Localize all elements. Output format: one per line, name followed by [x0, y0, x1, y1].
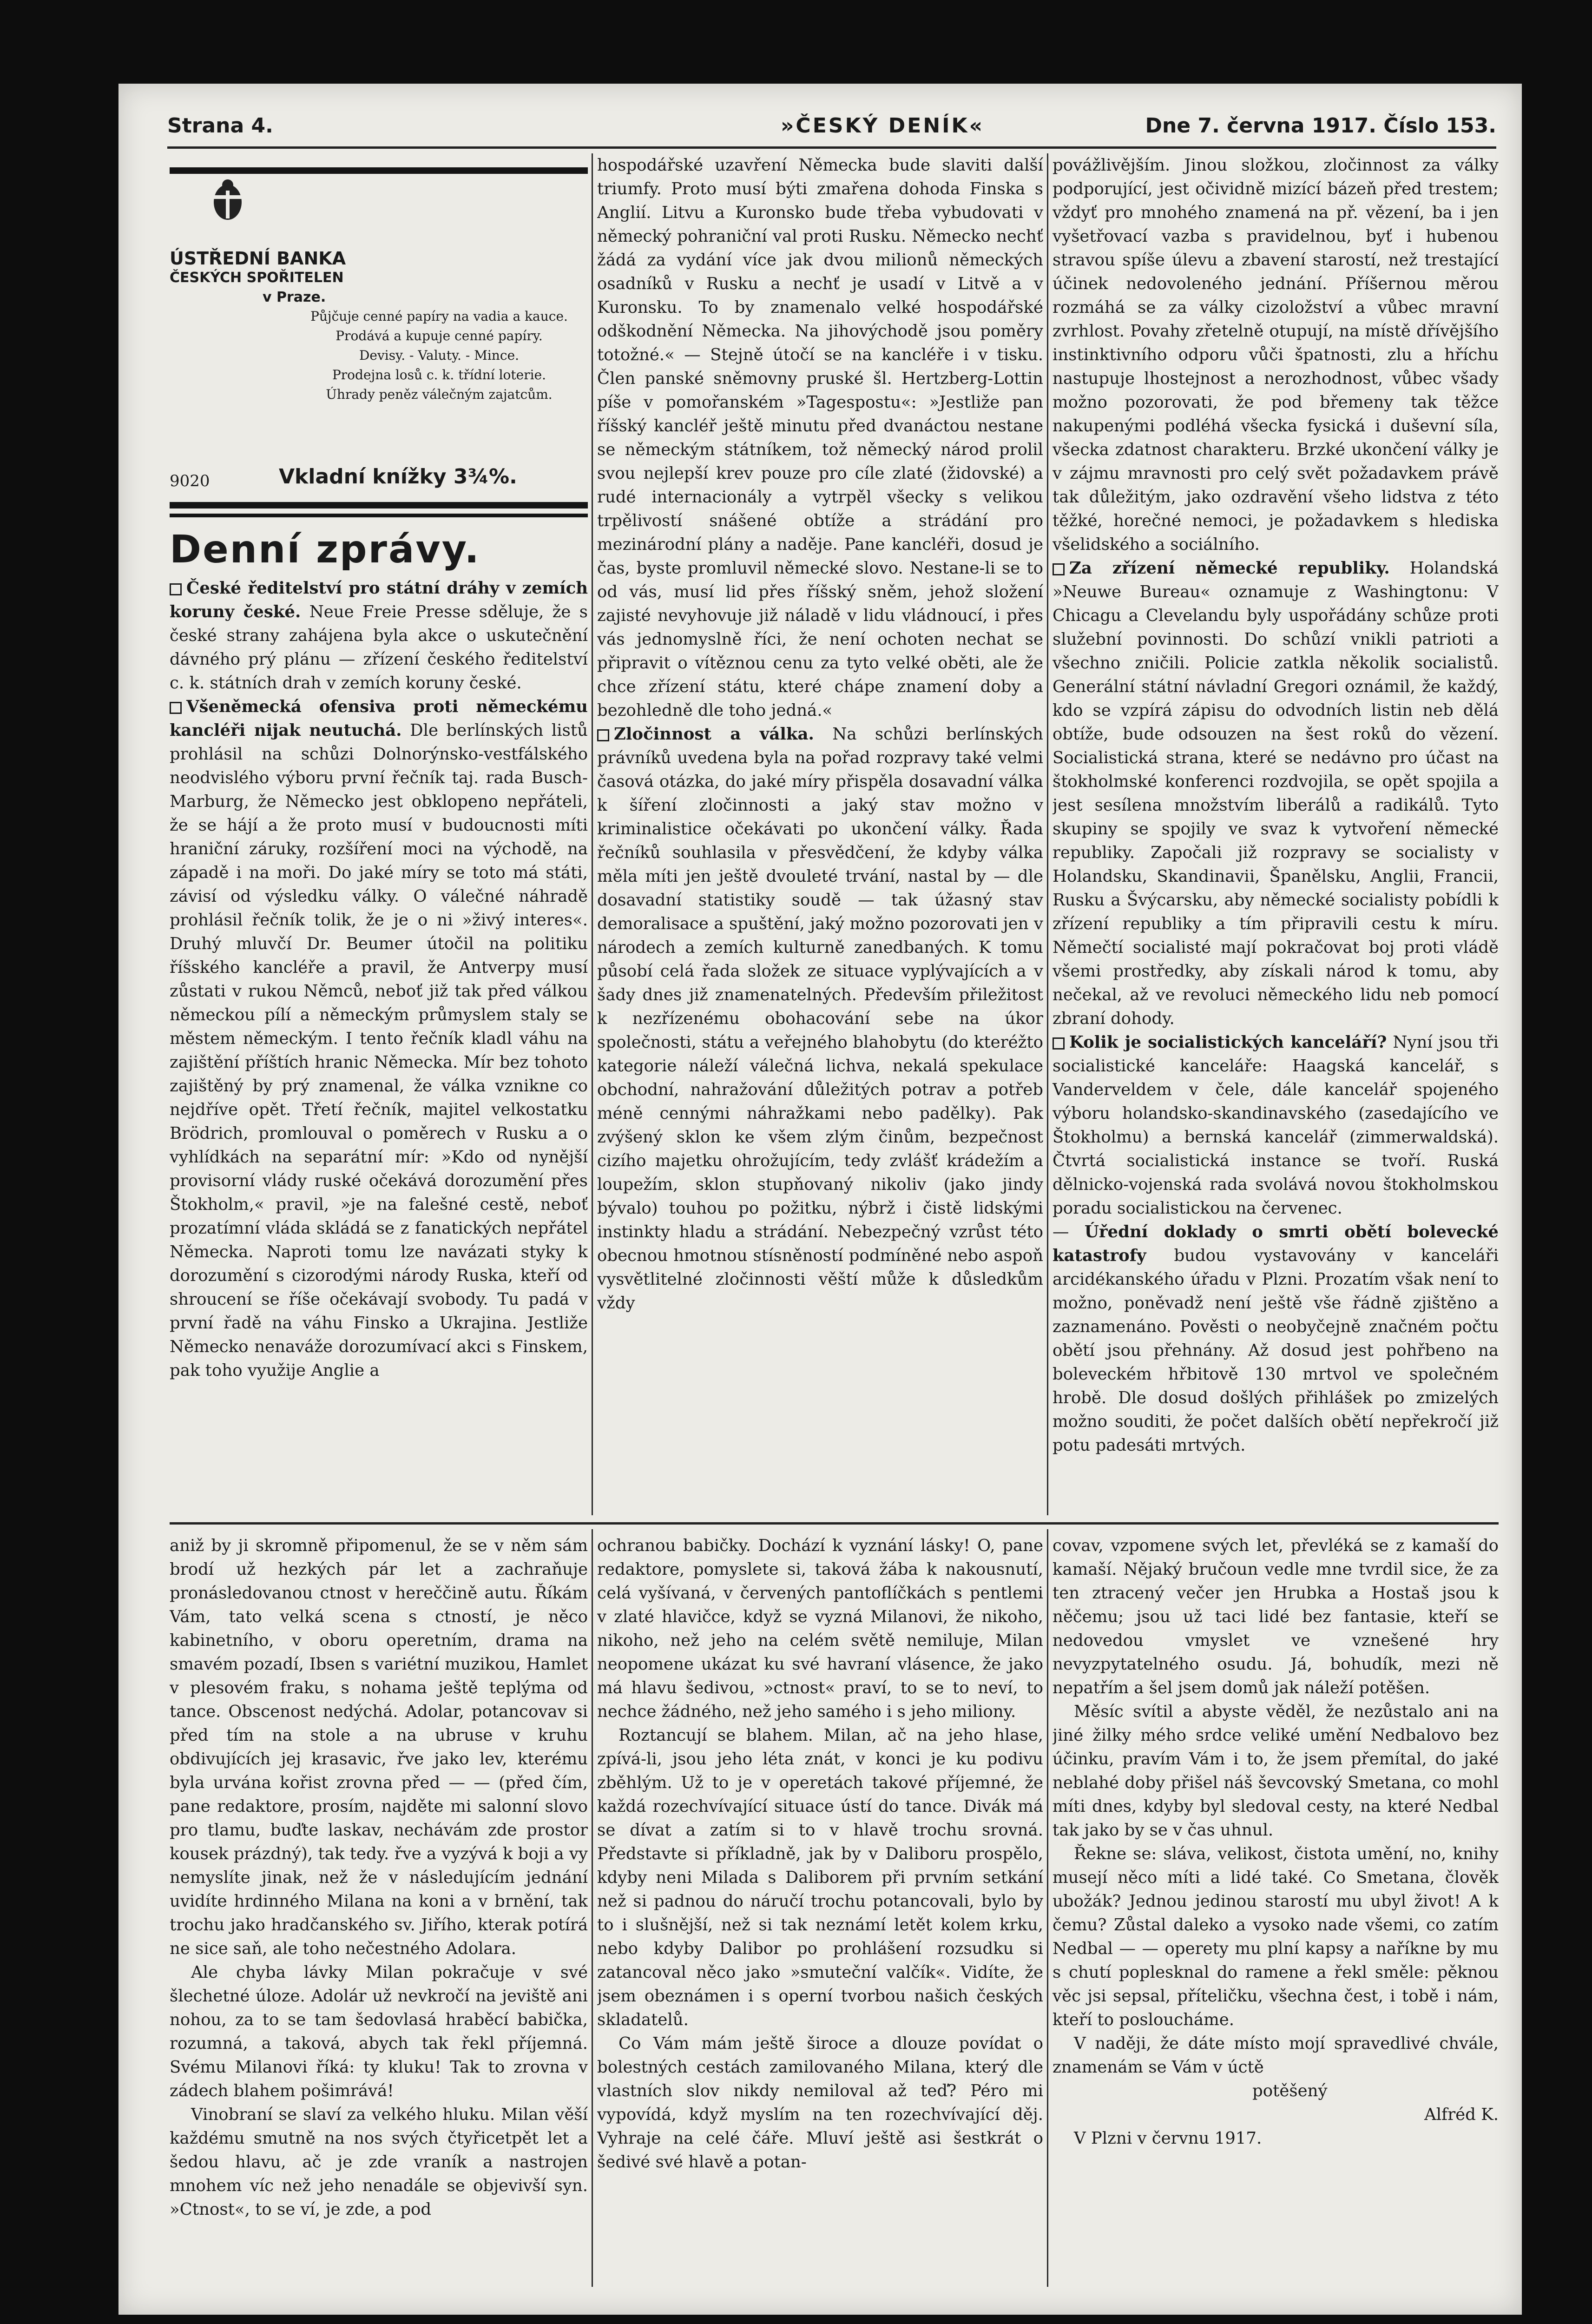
news-item: Kolik je socialistických kanceláří? Nyní jsou tři socialistické kanceláře: Haagská kancelář, s Vanderveldem v čele, dále kancelář spojeného výboru holandsko-skandinavského (zasedajícího ve Štokholmu) a bernská kancelář (zimmerwaldská). Čtvrtá socialistická instance se tvoří. Ruská dělnicko-vojenská rada svolává novou štokholmskou poradu socialistickou na červenec.: [1053, 1033, 1499, 1218]
feuilleton-column-2: ochranou babičky. Dochází k vyznání lásky! O, pane redaktore, pomyslete si, taková žába k nakousnutí, celá vyšívaná, v červených pantoflíčkách s pentlemi v zlaté hlavičce, když se vyzná Milanovi, že nikoho, nikoho, než jeho na celém světě nemiluje, Milan neopomene ukázat ku své havraní vlásence, že jako má hlavu šedivou, »ctnost« praví, to se to neví, to nechce žádného, než jeho samého i s jeho miliony. Roztancují se blahem. Milan, ač na jeho hlase, zpívá-li, jsou jeho léta znát, v konci je ku podivu zběhlým. Už to je v operetách takové příjemné, že každá rozechvívající situace ústí do tance. Divák má se dívat a zatím si to v hlavě trochu srovná. Představte si příkladně, jak by v Daliboru prospělo, kdyby neni Milada s Daliborem při prvním setkání než si padnou do náručí trochu potancovali, bylo by to i slušnější, než si tak neznámí letět kolem krku, nebo kdyby Dalibor po prohlášení rozsudku si zatancoval něco jako »smuteční valčík«. Vidíte, že jsem obeznámen i s operní tvorbou našich českých skladatelů. Co Vám mám ještě široce a dlouze povídat o bolestných cestách zamilovaného Milana, který dle vlastních slov nikdy nemiloval až teď? Péro mi vypovídá, když myslím na ten rozechvívající děj. Vyhraje na celé čáře. Mluví ještě asi šestkrát o šedivé své hlavě a potan-: [597, 1536, 1043, 2172]
ad-bottom-rule: [170, 502, 588, 508]
column-divider: [592, 1529, 593, 2287]
feuilleton-column-1: aniž by ji skromně připomenul, že se v něm sám brodí už hezkých pár let a zachraňuje pronásledovanou ctnost v hereččině autu. Říkám Vám, tato velká scena s ctností, je něco kabinetního, v oboru operetním, drama na smavém pozadí, Ibsen s variétní muzikou, Hamlet v plesovém fraku, s nohama ještě teplýma od tance. Obscenost nedýchá. Adolar, potancovav si před tím na stole a na ubruse v kruhu obdivujících jej krasavic, řve jako lev, kterému byla urvána kořist zrovna před — — (před čím, pane redaktore, prosím, najděte mi salonní slovo pro tlamu, buďte laskav, nechávám zde prostor kousek prázdný), tak tedy. řve a vyzývá k boji a vy nemyslíte jinak, než že v následujícím jednání uvidíte hrdinného Milana na koni a v brnění, tak trochu jako hradčanského sv. Jiřího, kterak potírá ne sice saň, ale toho nečestného Adolara. Ale chyba lávky Milan pokračuje v své šlechetné úloze. Adolár už nevkročí na jeviště ani nohou, za to se tam šedovlasá hraběcí babička, rozumná, a taková, abych tak řekl příjemná. Svému Milanovi říká: ty kluku! Tak to zrovna v zádech blahem pošimrává! Vinobraní se slaví za velkého hluku. Milan věší každému smutně na nos svých čtyřicetpět let a šedou hlavu, ač je zde vraník a nastrojen mnohem víc než jeho nenadále se objevivší syn. »Ctnost«, to se ví, je zde, a pod: [170, 1536, 588, 2219]
feuilleton-column-3: covav, vzpomene svých let, převléká se z kamaší do kamaší. Nějaký bručoun vedle mne tvrdil sice, že za ten ztracený večer jen Hrubka a Hostaš jsou k něčemu; jsou už taci lidé bez fantasie, kteří se nedovedou vmyslet ve vznešené hry nevyzpytatelného osudu. Já, bohudík, mezi ně nepatřím a šel jsem domů jak náleží potěšen. Měsíc svítil a abyste věděl, že nezůstalo ani na jiné žilky mého srdce veliké umění Nedbalovo bez účinku, pravím Vám i to, že jsem přemítal, do jaké neblahé doby přišel náš ševcovský Smetana, co mohl míti dnes, kdyby byl sledoval cesty, na které Nedbal tak jako by se v čas uhnul. Řekne se: sláva, velikost, čistota umění, no, knihy musejí něco míti a lidé také. Co Smetana, člověk ubožák? Jednou jedinou starostí mu ubyl život! A k čemu? Zůstal daleko a vysoko nade všemi, co zatím Nedbal — — operety mu plní kapsy a naříkne by mu s chutí poplesknal do ramene a řekl směle: pěknou věc jsi sepsal, příteličku, všechna čest, i tobě i nám, kteří to posloucháme. V naději, že dáte místo mojí spravedlivé chvále, znamenám se Vám v úctě potěšený Alfréd K. V Plzni v červnu 1917.: [1053, 1534, 1499, 2287]
news-item: Za zřízení německé republiky. Holandská »Neuwe Bureau« oznamuje z Washingtonu: V Chicagu a Clevelandu byly uspořádány schůze proti služební povinnosti. Do schůzí vnikli patrioti a všechno zničili. Policie zatkla několik socialistů. Generální státní návladní Gregori oznámil, že každý, kdo se vzpírá zápisu do odvodních listin neb dělá obtíže, bude odsouzen na šest roků do vězení. Socialistická strana, které se nedávno pro účast na štokholmské konferenci rozdvojila, se opět spojila a jest sesílena množstvím liberálů a radikálů. Tyto skupiny se spojily ve svaz k vytvoření německé republiky. Započali již rozpravy se socialisty v Holandsku, Skandinavii, Španělsku, Anglii, Francii, Rusku a Švýcarsku, aby německé socialisty pobídli k zřízení republiky a tím připravili cestu k míru. Němečtí socialisté mají pokračovat boj proti vládě všemi prostředky, aby získali národ k tomu, aby nečekal, až ve revoluci německého lidu neb pomocí zbraní dohody.: [1053, 559, 1499, 1028]
bank-services: Půjčuje cenné papíry na vadia a kauce. Prodává a kupuje cenné papíry. Devisy. - Valuty. - Mince. Prodejna losů c. k. třídní loterie. Úhrady peněz válečným zajatcům.: [310, 309, 568, 402]
page-number: Strana 4.: [167, 114, 273, 138]
bullet-icon: [170, 702, 182, 714]
newspaper-page: [118, 84, 1522, 2315]
bank-advertisement: [170, 177, 588, 402]
bullet-icon: [1053, 1037, 1065, 1050]
ad-top-rule: [170, 167, 588, 174]
savings-books: Vkladní knížky 3¾%.: [279, 465, 517, 489]
column-divider: [592, 153, 593, 1515]
column-divider: [1047, 1529, 1048, 2287]
issue-date: Dne 7. června 1917. Číslo 153.: [1145, 114, 1496, 138]
dateline: V Plzni v červnu 1917.: [1074, 2129, 1262, 2148]
column-divider: [1047, 153, 1048, 1515]
column-2: hospodářské uzavření Německa bude slaviti další triumfy. Proto musí býti zmařena dohoda Finska s Anglií. Litvu a Kuronsko bude třeba vybudovati v německý pohraniční val proti Rusku. Německo nechť žádá za vydání více jak dvou milionů německých osadníků v Rusku a nechť je usadí v Litvě a v Kuronsku. To by znamenalo velké hospodářské odškodnění Německa. Na jihovýchodě jsou poměry totožné.« — Stejně útočí se na kancléře i v tisku. Člen panské sněmovny pruské šl. Hertzberg-Lottin píše v pomořanském »Tagespostu«: »Jestliže pan říšský kancléř ještě minutu před dvanáctou nestane se německým státníkem, tož německý národ prolil svou nejlepší krev pouze pro cíle zlaté (židovské) a rudé internacionály a vytrpěl všecky s velikou trpělivostí snášené obtíže a strádání pro mezinárodní plány a naděje. Pane kancléři, dosud je čas, byste promluvil německé slovo. Nestane-li se to od vás, musí lid přes říšský sněm, jehož složení zajisté nevyhovuje již náladě v lidu vládnoucí, i přes vás jednomyslně říci, že není ochoten nechat se připravit o vítěznou cenu za tyto velké oběti, ale že chce zřízení státu, které chápe znamení doby a bezohledně dle toho jedná.« Zločinnost a válka. Na schůzi berlínských právníků uvedena byla na pořad rozpravy také velmi časová otázka, do jaké míry přispěla dosavadní válka k šíření zločinnosti a jaký stav možno v kriminalistice očekávati po ukončení války. Řada řečníků souhlasila v přesvědčení, že kdyby válka měla míti jen ještě dvouleté trvání, nastal by — dle dosavadní statistiky soudě — tak úžasný stav demoralisace a spuštění, jaký možno pozorovati jen v národech a zemích kulturně zanedbaných. K tomu působí celá řada složek ze situace vyplývajících a v šady dnes již znamenatelných. Především přiležitost k nezřízenému obohacování sebe na úkor společnosti, státu a veřejného blahobytu (do kteréžto kategorie náleží válečná lichva, nekalá spekulace obchodní, nahražování důležitých potrav a potřeb méně cennými náhražkami nebo padělky). Pak zvýšený sklon ke všem zlým činům, bezpečnost cizího majetku ohrožujícím, tedy zvlášť krádežím a loupežím, sklon stupňovaný nikoliv (jako jindy bývalo) touhou po požitku, nýbrž i čistě lidskými instinkty hladu a strádání. Nebezpečný vzrůst této obecnou hmotnou stísněností podmíněné nebo aspoň vysvětlitelné zločinnosti věští může k důsledkům vždy: [597, 153, 1043, 1515]
bullet-icon: [1053, 563, 1065, 575]
ad-bottom-rule-2: [170, 514, 588, 517]
author-signature: Alfréd K.: [1424, 2105, 1499, 2124]
section-title: Denní zprávy.: [170, 528, 480, 572]
news-item: — Úřední doklady o smrti obětí bolevecké katastrofy budou vystavovány v kanceláři arcidékanského úřadu v Plzni. Prozatím však není to možno, poněvadž není ještě vše řádně zjištěno a zaznamenáno. Pověsti o neobyčejně značném počtu obětí jsou přehnány. Až dosud jest pohřbeno na boleveckém hřbitově 130 mrtvol ve společném hrobě. Dle dosud došlých přihlášek po zmizelých možno souditi, že počet dalších obětí nepřekročí již potu padesáti mrtvých.: [1053, 1222, 1499, 1455]
news-item: Všeněmecká ofensiva proti německému kancléři nijak neutuchá. Dle berlínských listů prohlásil na schůzi Dolnorýnsko-vestfálského neodvislého výboru první řečník taj. rada Busch-Marburg, že Německo jest obklopeno nepřáteli, že se hájí a že proto musí v budoucnosti míti hraniční záruky, rozšíření moci na východě, na západě i na moři. Do jaké míry se toto má státi, závisí od výsledku války. O válečné náhradě prohlásil řečník tolik, že je o ni »živý interes«. Druhý mluvčí Dr. Beumer útočil na politiku říšského kancléře a pravil, že Antverpy musí zůstati v rukou Němců, neboť již tak před válkou německou pílí a německým průmyslem staly se městem německým. I tento řečník kladl váhu na zajištění příštích hranic Německa. Mír bez tohoto zajištěný by prý znamenal, že válka vznikne co nejdříve opět. Třetí řečník, majitel velkostatku Brödrich, promlouval o poměrech v Rusku a o vyhlídkách na separátní mír: »Kdo od nynější provisorní vlády ruské očekává dorozumění přes Štokholm,« pravil, »je na falešné cestě, neboť prozatímní vláda skládá se z fanatických nepřátel Německa. Naproti tomu lze navázati styky k dorozumění s cizorodými národy Ruska, kteří od shroucení se říše očekávají svobody. Tu padá v první řadě na váhu Finsko a Ukrajina. Jestliže Německo nenaváže dorozumívací akci s Finskem, pak toho využije Anglie a: [170, 697, 588, 1380]
page-header: [167, 109, 1496, 149]
feuilleton-divider: [170, 1522, 1499, 1525]
bullet-icon: [170, 583, 182, 595]
bullet-icon: [597, 729, 609, 741]
masthead: »ČESKÝ DENÍK«: [781, 114, 985, 138]
eagle-emblem-icon: [207, 177, 249, 223]
column-1: [170, 576, 588, 1515]
bank-name: ÚSTŘEDNÍ BANKA ČESKÝCH SPOŘITELEN v Praze.: [170, 248, 346, 305]
news-item: Zločinnost a válka. Na schůzi berlínských právníků uvedena byla na pořad rozpravy také velmi časová otázka, do jaké míry přispěla dosavadní válka k šíření zločinnosti a jaký stav možno v kriminalistice očekávati po ukončení války. Řada řečníků souhlasila v přesvědčení, že kdyby válka měla míti jen ještě dvouleté trvání, nastal by — dle dosavadní statistiky soudě — tak úžasný stav demoralisace a spuštění, jaký možno pozorovati jen v národech a zemích kulturně zanedbaných. K tomu působí celá řada složek ze situace vyplývajících a v šady dnes již znamenatelných. Především přiležitost k nezřízenému obohacování sebe na úkor společnosti, státu a veřejného blahobytu (do kteréžto kategorie náleží válečná lichva, nekalá spekulace obchodní, nahražování důležitých potrav a potřeb méně cennými náhražkami nebo padělky). Pak zvýšený sklon ke všem zlým činům, bezpečnost cizího majetku ohrožujícím, tedy zvlášť krádežím a loupežím, sklon stupňovaný nikoliv (jako jindy bývalo) touhou po požitku, nýbrž i čistě lidskými instinkty hladu a strádání. Nebezpečný vzrůst této obecnou hmotnou stísněností podmíněné nebo aspoň vysvětlitelné zločinnosti věští může k důsledkům vždy: [597, 725, 1043, 1313]
closing-word: potěšený: [1252, 2081, 1328, 2100]
ad-number: 9020: [170, 472, 210, 490]
column-3: povážlivějším. Jinou složkou, zločinnost za války podporující, jest očividně mizící bázeň před trestem; vždyť pro mnohého znamená na př. vězení, ba i jen vyšetřovací vazba s pravidelnou, byť i hubenou stravou spíše úlevu a zbavení starostí, než trestající účinek nedovoleného jednání. Příšernou měrou rozmáhá se za války cizoložství a vůbec mravní zvrhlost. Povahy zřetelně otupují, na místě dřívějšího instinktivního odporu vůči špatnosti, zlu a hříchu nastupuje lhostejnost a nerozhodnost, vůbec všady možno pozorovati, že pod břemeny tak těžce nakupenými podléhá všecka fysická i duševní síla, všecka zdatnost charakteru. Brzké ukončení války je v zájmu mravnosti pro celý svět požadavkem právě tak důležitým, jako ozdravění všeho lidstva z této těžké, horečné nemoci, je požadavkem s hlediska všelidského a sociálního. Za zřízení německé republiky. Holandská »Neuwe Bureau« oznamuje z Washingtonu: V Chicagu a Clevelandu byly uspořádány schůze proti služební povinnosti. Do schůzí vnikli patrioti a všechno zničili. Policie zatkla několik socialistů. Generální státní návladní Gregori oznámil, že každý, kdo se vzpírá zápisu do odvodních listin neb dělá obtíže, bude odsouzen na šest roků do vězení. Socialistická strana, které se nedávno pro účast na štokholmské konferenci rozdvojila, se opět spojila a jest sesílena množstvím liberálů a radikálů. Tyto skupiny se spojily ve svaz k vytvoření německé republiky. Započali již rozpravy se socialisty v Holandsku, Skandinavii, Španělsku, Anglii, Francii, Rusku a Švýcarsku, aby německé socialisty pobídli k zřízení republiky a tím připravili cestu k míru. Němečtí socialisté mají pokračovat boj proti vládě všemi prostředky, aby získali národ k tomu, aby nečekal, až ve revoluci německého lidu neb pomocí zbraní dohody. Kolik je socialistických kanceláří? Nyní jsou tři socialistické kanceláře: Haagská kancelář, s Vanderveldem v čele, dále kancelář spojeného výboru holandsko-skandinavského (zasedajícího ve Štokholmu) a bernská kancelář (zimmerwaldská). Čtvrtá socialistická instance se tvoří. Ruská dělnicko-vojenská rada svolává novou štokholmskou poradu socialistickou na červenec. — Úřední doklady o smrti obětí bolevecké katastrofy budou vystavovány v kanceláři arcidékanského úřadu v Plzni. Prozatím však není to možno, poněvadž není ještě vše řádně zjištěno a zaznamenáno. Pověsti o neobyčejně značném počtu obětí jsou přehnány. Až dosud jest pohřbeno na boleveckém hřbitově 130 mrtvol ve společném hrobě. Dle dosud došlých přihlášek po zmizelých možno souditi, že počet dalších obětí nepřekročí již potu padesáti mrtvých.: [1053, 153, 1499, 1515]
news-item: České ředitelství pro státní dráhy v zemích koruny české. Neue Freie Presse sděluje, že s české strany zahájena byla akce o uskutečnění dávného prý plánu — zřízení českého ředitelství c. k. státních drah v zemích koruny české.: [170, 579, 588, 693]
